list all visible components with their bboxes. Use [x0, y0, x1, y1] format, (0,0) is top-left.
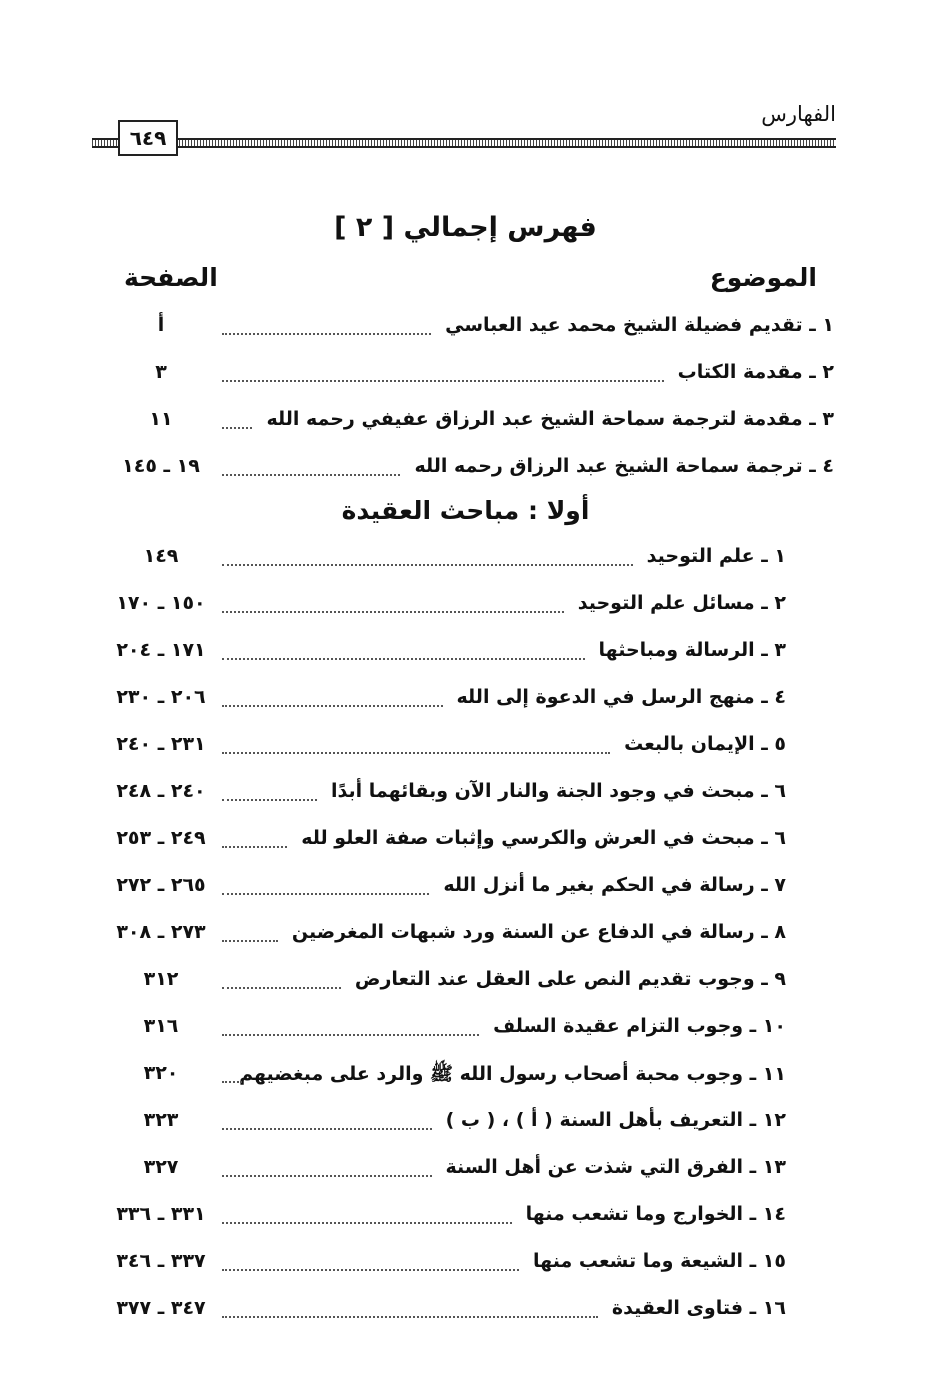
entry-pages: أ: [157, 314, 165, 336]
entry-title: ١١ ـ وجوب محبة أصحاب رسول الله ﷺ والرد على مبغضيهم: [239, 1063, 786, 1085]
entry-pages: ١٧١ ـ ٢٠٤: [116, 639, 206, 661]
page-number: ٦٤٩: [118, 120, 178, 156]
toc-entry: [0, 968, 931, 1004]
toc-entry: [0, 827, 931, 863]
entry-pages: ١٤٩: [143, 545, 179, 567]
toc-entry: [0, 1109, 931, 1145]
dot-leader: [222, 705, 443, 707]
entry-pages: ٢٧٣ ـ ٣٠٨: [116, 921, 206, 943]
entry-pages: ١١: [149, 408, 173, 430]
entry-title: ٢ ـ مسائل علم التوحيد: [577, 592, 786, 614]
toc-entry: [0, 639, 931, 675]
entry-title: ٥ ـ الإيمان بالبعث: [624, 733, 786, 755]
entry-title: ٣ ـ مقدمة لترجمة سماحة الشيخ عبد الرزاق عفيفي رحمه الله: [266, 408, 834, 430]
toc-entry: [0, 314, 931, 350]
entry-pages: ١٩ ـ ١٤٥: [122, 455, 200, 477]
entry-pages: ٣٢٣: [143, 1109, 179, 1131]
dot-leader: [222, 1175, 432, 1177]
toc-entry: [0, 874, 931, 910]
section-title: أولا : مباحث العقيدة: [341, 496, 590, 525]
dot-leader: [222, 1316, 598, 1318]
entry-title: ٦ ـ مبحث في وجود الجنة والنار الآن وبقائهما أبدًا: [330, 780, 786, 802]
entry-title: ١٢ ـ التعريف بأهل السنة ( أ ) ، ( ب ): [445, 1109, 786, 1131]
toc-entry: [0, 545, 931, 581]
entry-title: ٢ ـ مقدمة الكتاب: [677, 361, 834, 383]
entry-title: ٧ ـ رسالة في الحكم بغير ما أنزل الله: [443, 874, 786, 896]
entry-pages: ٣٢٧: [143, 1156, 179, 1178]
toc-entry: [0, 921, 931, 957]
dot-leader: [222, 1128, 432, 1130]
index-title: فهرس إجمالي [ ٢ ]: [334, 212, 597, 243]
entry-title: ١٤ ـ الخوارج وما تشعب منها: [525, 1203, 786, 1225]
entry-title: ١٦ ـ فتاوى العقيدة: [611, 1297, 786, 1319]
dot-leader: [222, 564, 633, 566]
entry-title: ٦ ـ مبحث في العرش والكرسي وإثبات صفة العلو لله: [301, 827, 786, 849]
entry-title: ١ ـ تقديم فضيلة الشيخ محمد عيد العباسي: [445, 314, 834, 336]
entry-title: ١٣ ـ الفرق التي شذت عن أهل السنة: [445, 1156, 786, 1178]
entry-pages: ٢٤٩ ـ ٢٥٣: [116, 827, 206, 849]
toc-entry: [0, 1015, 931, 1051]
entry-pages: ٢٤٠ ـ ٢٤٨: [116, 780, 206, 802]
toc-entry: [0, 780, 931, 816]
toc-entry: [0, 1203, 931, 1239]
entry-pages: ٣٣٧ ـ ٣٤٦: [116, 1250, 206, 1272]
toc-entry: [0, 455, 931, 491]
dot-leader: [222, 380, 664, 382]
dot-leader: [222, 940, 278, 942]
entry-pages: ٣٤٧ ـ ٣٧٧: [116, 1297, 206, 1319]
entry-pages: ٣٢٠: [143, 1062, 179, 1084]
dot-leader: [222, 611, 564, 613]
entry-pages: ٣٣١ ـ ٣٣٦: [116, 1203, 206, 1225]
toc-entry: [0, 361, 931, 397]
header-rule: [92, 138, 836, 148]
toc-entry: [0, 1297, 931, 1333]
toc-entry: [0, 1250, 931, 1286]
dot-leader: [222, 1081, 242, 1083]
entry-title: ٩ ـ وجوب تقديم النص على العقل عند التعارض: [354, 968, 786, 990]
entry-pages: ٢٣١ ـ ٢٤٠: [116, 733, 206, 755]
dot-leader: [222, 987, 341, 989]
toc-entry: [0, 408, 931, 444]
toc-entry: [0, 1156, 931, 1192]
entry-pages: ٢٦٥ ـ ٢٧٢: [116, 874, 206, 896]
dot-leader: [222, 658, 585, 660]
dot-leader: [222, 846, 287, 848]
entry-title: ١٥ ـ الشيعة وما تشعب منها: [533, 1250, 786, 1272]
entry-title: ٨ ـ رسالة في الدفاع عن السنة ورد شبهات المغرضين: [291, 921, 786, 943]
dot-leader: [222, 893, 429, 895]
dot-leader: [222, 427, 252, 429]
entry-pages: ٣: [155, 361, 167, 383]
entry-title: ١٠ ـ وجوب التزام عقيدة السلف: [493, 1015, 786, 1037]
toc-entry: [0, 1062, 931, 1098]
column-header-topic: الموضوع: [709, 263, 817, 292]
entry-pages: ٣١٦: [143, 1015, 179, 1037]
entry-pages: ٢٠٦ ـ ٢٣٠: [116, 686, 206, 708]
dot-leader: [222, 799, 317, 801]
entry-title: ٣ ـ الرسالة ومباحثها: [598, 639, 786, 661]
entry-title: ١ ـ علم التوحيد: [646, 545, 786, 567]
entry-title: ٤ ـ ترجمة سماحة الشيخ عبد الرزاق رحمه الله: [414, 455, 834, 477]
running-title: الفهارس: [761, 102, 836, 126]
toc-entry: [0, 686, 931, 722]
entry-title: ٤ ـ منهج الرسل في الدعوة إلى الله: [456, 686, 786, 708]
toc-entry: [0, 592, 931, 628]
dot-leader: [222, 1034, 479, 1036]
entry-pages: ١٥٠ ـ ١٧٠: [116, 592, 206, 614]
dot-leader: [222, 474, 400, 476]
dot-leader: [222, 1269, 519, 1271]
toc-entry: [0, 733, 931, 769]
entry-pages: ٣١٢: [143, 968, 179, 990]
dot-leader: [222, 1222, 512, 1224]
column-header-page: الصفحة: [124, 263, 218, 292]
dot-leader: [222, 333, 431, 335]
dot-leader: [222, 752, 610, 754]
page-header: [92, 98, 836, 158]
